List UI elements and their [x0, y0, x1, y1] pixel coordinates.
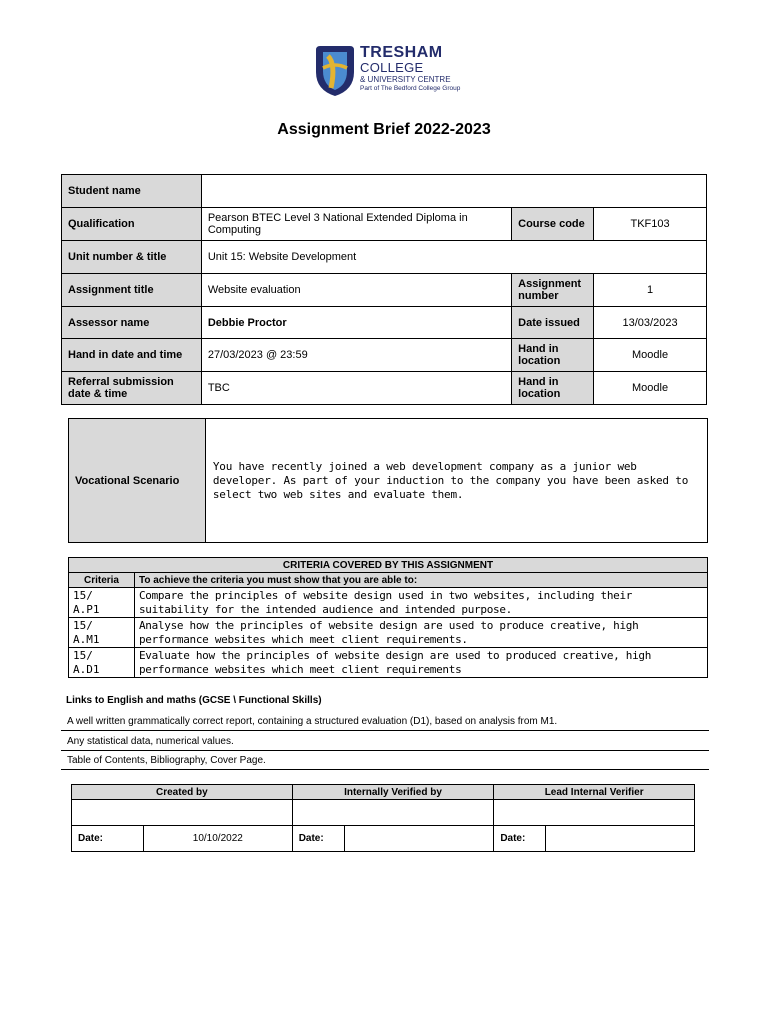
criteria-col-header: Criteria	[69, 573, 135, 588]
date-issued-label: Date issued	[512, 307, 594, 339]
hand-in-label: Hand in date and time	[62, 339, 202, 372]
created-date-value: 10/10/2022	[143, 826, 292, 852]
criteria-code	[69, 618, 135, 648]
course-code-label: Course code	[512, 208, 594, 241]
assessor-value: Debbie Proctor	[201, 307, 511, 339]
criteria-title: CRITERIA COVERED BY THIS ASSIGNMENT	[69, 558, 708, 573]
assessor-label: Assessor name	[62, 307, 202, 339]
page-title: Assignment Brief 2022-2023	[277, 121, 491, 138]
criteria-text: Analyse how the principles of website design are used to produce creative, high performance websites which meet client requirements.	[134, 618, 707, 648]
links-line-1: A well written grammatically correct report, containing a structured evaluation (D1), based on analysis from M1.	[61, 713, 709, 731]
course-code-value: TKF103	[594, 208, 707, 241]
date-issued-value: 13/03/2023	[594, 307, 707, 339]
logo-emblem-icon	[314, 44, 358, 98]
criteria-code-unit: 15/	[73, 588, 93, 602]
hand-in-location-label: Hand in location	[512, 339, 594, 372]
verified-date-label: Date:	[292, 826, 344, 852]
unit-value: Unit 15: Website Development	[201, 241, 706, 274]
hand-in-value: 27/03/2023 @ 23:59	[201, 339, 511, 372]
referral-location-value: Moodle	[594, 372, 707, 405]
unit-label: Unit number & title	[62, 241, 202, 274]
table-row	[69, 648, 708, 678]
created-date-label: Date:	[72, 826, 144, 852]
logo-line-1: TRESHAM	[360, 44, 443, 61]
scenario-label: Vocational Scenario	[69, 419, 206, 543]
assignment-title-value: Website evaluation	[201, 274, 511, 307]
criteria-code-id: A.M1	[73, 632, 100, 646]
verified-by-signature	[292, 800, 494, 826]
criteria-code-unit: 15/	[73, 618, 93, 632]
qualification-label: Qualification	[62, 208, 202, 241]
internally-verified-header: Internally Verified by	[292, 785, 494, 800]
referral-location-label: Hand in location	[512, 372, 594, 405]
signoff-table	[71, 784, 695, 852]
referral-value: TBC	[201, 372, 511, 405]
links-heading: Links to English and maths (GCSE \ Functional Skills)	[66, 695, 322, 706]
criteria-code-id: A.D1	[73, 662, 100, 676]
hand-in-location-value: Moodle	[594, 339, 707, 372]
qualification-value: Pearson BTEC Level 3 National Extended Diploma in Computing	[201, 208, 511, 241]
links-line-3: Table of Contents, Bibliography, Cover Page.	[61, 752, 709, 770]
criteria-code	[69, 588, 135, 618]
criteria-code-id: A.P1	[73, 602, 100, 616]
student-name-value	[201, 175, 706, 208]
lead-verifier-signature	[494, 800, 695, 826]
logo-line-4: Part of The Bedford College Group	[360, 85, 461, 92]
assignment-number-value: 1	[594, 274, 707, 307]
assignment-info-table	[61, 174, 707, 405]
lead-date-value	[546, 826, 695, 852]
criteria-code	[69, 648, 135, 678]
scenario-text: You have recently joined a web development company as a junior web developer. As part of your induction to the company you have been asked to select two web sites and evaluate them.	[205, 419, 707, 543]
table-row	[69, 618, 708, 648]
logo-line-3: & UNIVERSITY CENTRE	[360, 75, 451, 84]
referral-label: Referral submission date & time	[62, 372, 202, 405]
criteria-text: Evaluate how the principles of website design are used to produced creative, high performance websites which meet client requirements	[134, 648, 707, 678]
criteria-desc-header: To achieve the criteria you must show that you are able to:	[134, 573, 707, 588]
lead-date-label: Date:	[494, 826, 546, 852]
criteria-code-unit: 15/	[73, 648, 93, 662]
criteria-text: Compare the principles of website design used in two websites, including their suitability for the intended audience and intended purpose.	[134, 588, 707, 618]
college-logo	[314, 44, 464, 100]
table-row	[69, 588, 708, 618]
assignment-title-label: Assignment title	[62, 274, 202, 307]
verified-date-value	[344, 826, 494, 852]
logo-line-2: COLLEGE	[360, 60, 424, 75]
links-line-2: Any statistical data, numerical values.	[61, 733, 709, 751]
criteria-table	[68, 557, 708, 678]
student-name-label: Student name	[62, 175, 202, 208]
vocational-scenario-table	[68, 418, 708, 543]
created-by-header: Created by	[72, 785, 293, 800]
lead-verifier-header: Lead Internal Verifier	[494, 785, 695, 800]
created-by-signature	[72, 800, 293, 826]
assignment-number-label: Assignment number	[512, 274, 594, 307]
